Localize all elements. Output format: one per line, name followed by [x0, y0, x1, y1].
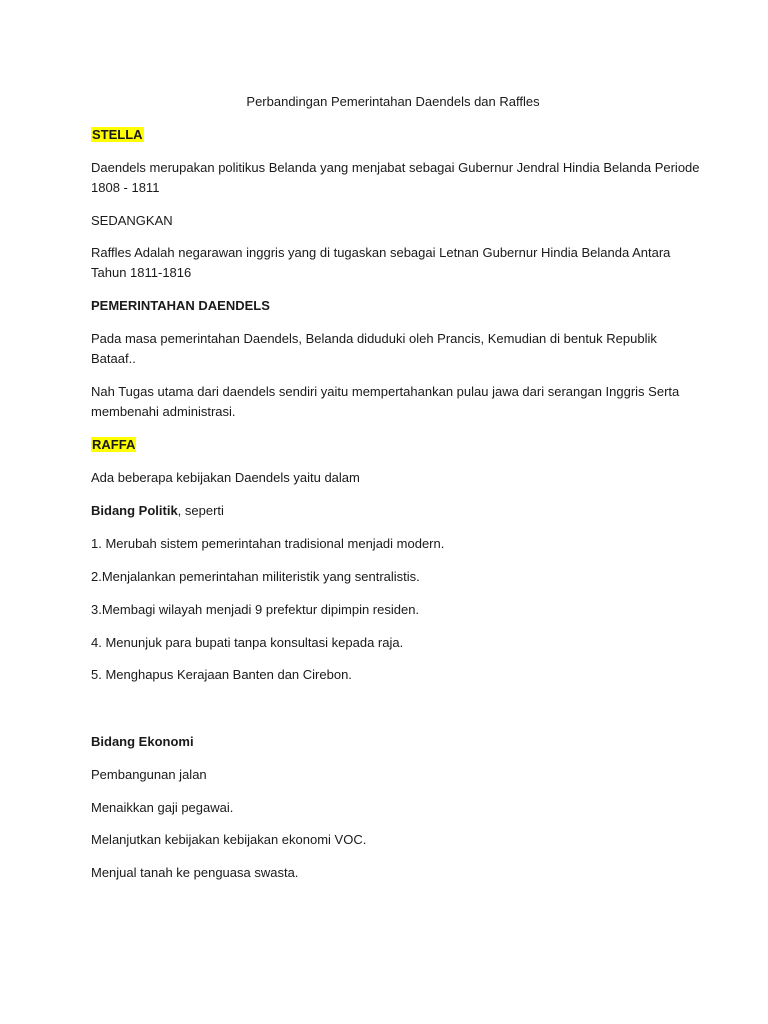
heading-pemerintahan-daendels: PEMERINTAHAN DAENDELS [91, 298, 270, 313]
document-title: Perbandingan Pemerintahan Daendels dan Raffles [246, 94, 540, 109]
list-item: 1. Merubah sistem pemerintahan tradisional menjadi modern. [91, 536, 445, 551]
politik-heading: Bidang Politik [91, 503, 178, 518]
list-item: Menjual tanah ke penguasa swasta. [91, 865, 299, 880]
paragraph-4-line-1: Nah Tugas utama dari daendels sendiri yaitu mempertahankan pulau jawa dari serangan Inggris Serta [91, 384, 680, 399]
list-item: 5. Menghapus Kerajaan Banten dan Cirebon. [91, 667, 352, 682]
paragraph-3-line-2: Bataaf.. [91, 351, 136, 366]
paragraph-4-line-2: membenahi administrasi. [91, 404, 236, 419]
paragraph-1-line-1: Daendels merupakan politikus Belanda yang menjabat sebagai Gubernur Jendral Hindia Belanda Periode [91, 160, 700, 175]
sedangkan-text: SEDANGKAN [91, 213, 173, 228]
list-item: 2.Menjalankan pemerintahan militeristik yang sentralistis. [91, 569, 420, 584]
raffa-highlight: RAFFA [92, 437, 136, 452]
paragraph-5: Ada beberapa kebijakan Daendels yaitu dalam [91, 470, 360, 485]
politik-heading-suffix: , seperti [177, 503, 224, 518]
list-item: Menaikkan gaji pegawai. [91, 800, 234, 815]
paragraph-2-line-1: Raffles Adalah negarawan inggris yang di tugaskan sebagai Letnan Gubernur Hindia Belanda Antara [91, 245, 671, 260]
ekonomi-heading: Bidang Ekonomi [91, 734, 194, 749]
speaker-label-stella [91, 125, 144, 145]
speaker-label-raffa [91, 435, 136, 455]
list-item: 4. Menunjuk para bupati tanpa konsultasi kepada raja. [91, 635, 404, 650]
paragraph-3-line-1: Pada masa pemerintahan Daendels, Belanda diduduki oleh Prancis, Kemudian di bentuk Republik [91, 331, 657, 346]
list-item: Pembangunan jalan [91, 767, 207, 782]
list-item: 3.Membagi wilayah menjadi 9 prefektur dipimpin residen. [91, 602, 420, 617]
paragraph-1-line-2: 1808 - 1811 [91, 180, 160, 195]
stella-highlight: STELLA [92, 127, 143, 142]
paragraph-2-line-2: Tahun 1811-1816 [91, 265, 192, 280]
list-item: Melanjutkan kebijakan kebijakan ekonomi VOC. [91, 832, 367, 847]
politik-heading-line [91, 501, 224, 521]
